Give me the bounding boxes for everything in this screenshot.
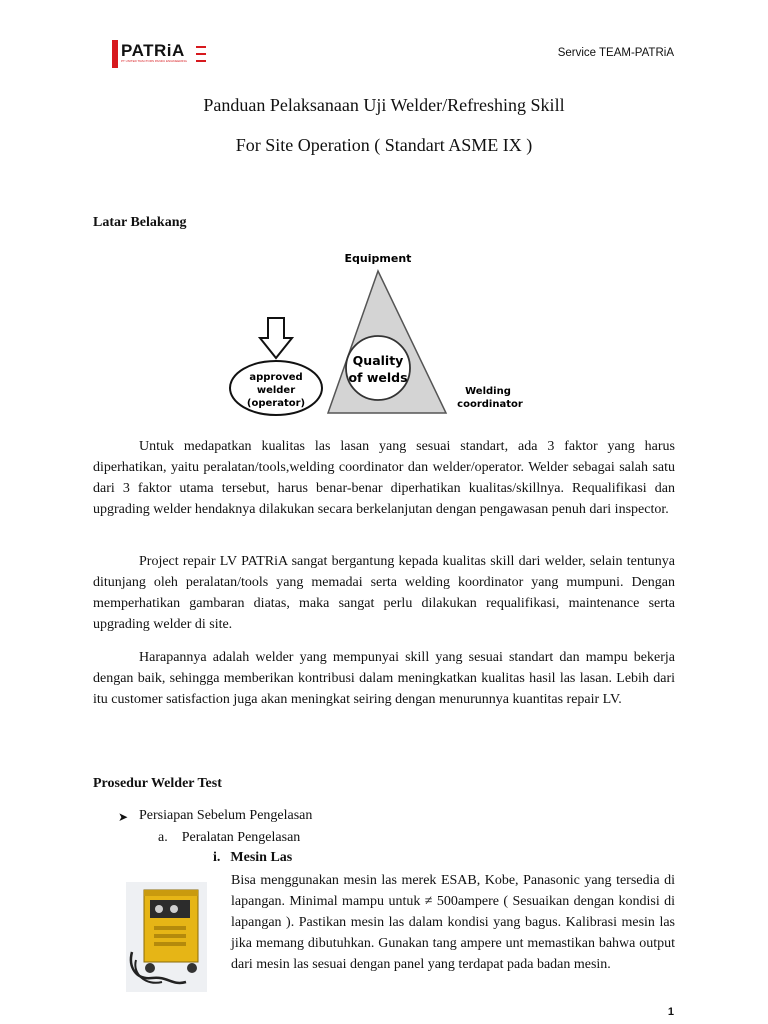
list-item-peralatan-text: Peralatan Pengelasan xyxy=(181,830,301,845)
down-arrow-icon xyxy=(260,318,292,358)
paragraph-3: Harapannya adalah welder yang mempunyai skill yang sesuai standart dan mampu bekerja dengan baik, sehingga memberikan kontribusi dalam meningkatkan kualitas hasil las lasan. Lebih dari itu customer satisfaction juga akan meningkat seiring dengan menurunnya kuantitas repair LV. xyxy=(93,650,675,707)
document-title-line2: For Site Operation ( Standart ASME IX ) xyxy=(235,135,533,155)
list-marker-a: a. xyxy=(158,830,168,845)
list-item-persiapan: Persiapan Sebelum Pengelasan xyxy=(139,808,313,823)
center-circle xyxy=(346,336,410,400)
logo-text: PATRiA xyxy=(121,41,185,60)
paragraph-2: Project repair LV PATRiA sangat bergantung kepada kualitas skill dari welder, selain tentunya ditunjang oleh peralatan/tools yang memadai serta welding koordinator yang mumpuni. Dengan memperhatikan gambaran diatas, maka sangat perlu dilakukan requalifikasi, maintenance serta upgrading welder di site. xyxy=(93,554,675,632)
diagram-label-operator: (operator) xyxy=(246,398,306,409)
diagram-label-approved: approved xyxy=(249,372,303,383)
logo-tagline: PT UNITED TRACTORS PANDU ENGINEERING xyxy=(121,59,187,63)
mesin-las-paragraph: Bisa menggunakan mesin las merek ESAB, Kobe, Panasonic yang tersedia di lapangan. Minimal mampu untuk ≠ 500ampere ( Sesuaikan dengan kondisi di lapangan ). Pastikan mesin las dalam kondisi yang bagus. Kalibrasi mesin las jika memang dibutuhkan. Gunakan tang ampere unt memastikan bahwa output dari mesin las sesuai dengan panel yang terdapat pada badan mesin. xyxy=(231,873,675,972)
section-heading-latar-belakang: Latar Belakang xyxy=(93,215,187,230)
arrow-bullet-icon: ➤ xyxy=(118,810,129,824)
diagram-label-welder: welder xyxy=(256,385,296,396)
header-service-label: Service TEAM-PATRiA xyxy=(557,47,674,59)
quality-triangle-diagram xyxy=(228,248,538,428)
logo-dash-icon xyxy=(196,53,206,55)
page-number: 1 xyxy=(667,1006,674,1018)
paragraph-1: Untuk medapatkan kualitas las lasan yang sesuai standart, ada 3 faktor yang harus diperhatikan, yaitu peralatan/tools,welding coordinator dan welder/operator. Welder sebagai salah satu dari 3 faktor utama tersebut, harus benar-benar diperhatikan kualitas/skillnya. Requalifikasi dan upgrading welder hendaknya dilakukan secara berkelanjutan dengan pengawasan penuh dari inspector. xyxy=(93,439,675,517)
list-item-mesin-las xyxy=(213,850,292,866)
welding-machine-image xyxy=(126,882,207,992)
list-item-peralatan xyxy=(158,830,300,846)
document-title-line1: Panduan Pelaksanaan Uji Welder/Refreshing Skill xyxy=(203,95,565,115)
logo-dash-icon xyxy=(196,60,206,62)
logo-dash-icon xyxy=(196,46,206,48)
diagram-label-of-welds: of welds xyxy=(348,370,408,385)
patria-logo xyxy=(112,40,212,68)
diagram-label-quality: Quality xyxy=(352,353,404,368)
diagram-label-coordinator: coordinator xyxy=(457,399,523,410)
logo-red-bar xyxy=(112,40,118,68)
list-marker-i: i. xyxy=(213,850,221,865)
diagram-label-equipment: Equipment xyxy=(344,252,412,265)
section-heading-prosedur: Prosedur Welder Test xyxy=(93,776,222,791)
diagram-label-welding: Welding xyxy=(465,386,511,397)
list-item-mesin-las-text: Mesin Las xyxy=(230,850,293,865)
